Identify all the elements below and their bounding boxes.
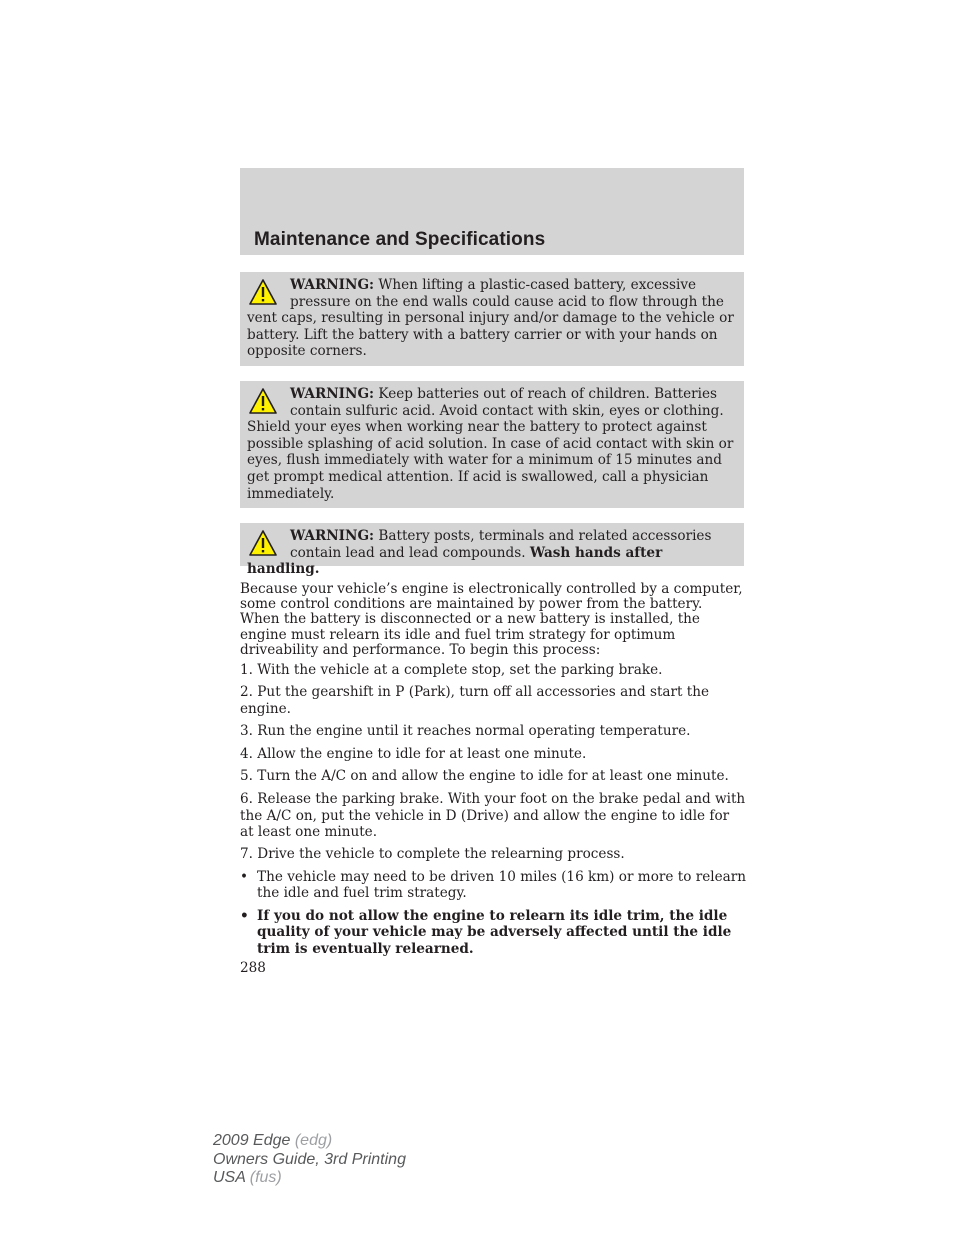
footer-market: USA (213, 1169, 246, 1186)
warning-box-2 (240, 381, 744, 508)
section-header-band (240, 168, 744, 255)
warning-label: WARNING: (290, 277, 375, 293)
bullet-text: If you do not allow the engine to relearn its idle trim, the idle quality of your vehicle may be adversely affected until the idle trim is eventually relearned. (257, 908, 732, 957)
bullet-mark: • (240, 908, 249, 924)
step-item: 6. Release the parking brake. With your foot on the brake pedal and with the A/C on, put the vehicle in D (Drive) and allow the engine to idle for at least one minute. (240, 791, 746, 841)
warning-text: When lifting a plastic-cased battery, excessive pressure on the end walls could cause acid to flow through the vent caps, resulting in personal injury and/or damage to the vehicle or battery. Lift the battery with a battery carrier or with your hands on opposite corners. (247, 277, 734, 360)
bullet-text: The vehicle may need to be driven 10 miles (16 km) or more to relearn the idle and fuel trim strategy. (257, 869, 747, 902)
document-footer (213, 1132, 406, 1188)
bullet-item-emphasis (240, 908, 746, 957)
footer-edition: Owners Guide, 3rd Printing (213, 1150, 406, 1168)
intro-text: Because your vehicle’s engine is electronically controlled by a computer, some control conditions are maintained by power from the battery. When the battery is disconnected or a new battery is installed, the engine must relearn its idle and fuel trim strategy for optimum driveability and performance. To begin this process: (240, 581, 743, 658)
warning-triangle-icon (248, 387, 278, 415)
footer-market-code: (fus) (245, 1169, 282, 1186)
section-title: Maintenance and Specifications (254, 229, 546, 250)
warning-label: WARNING: (290, 386, 375, 402)
bullet-mark: • (240, 869, 249, 885)
warning-text: Keep batteries out of reach of children. Batteries contain sulfuric acid. Avoid contact with skin, eyes or clothing. Shield your eyes when working near the battery to protect against possible splashing of acid solution. In case of acid contact with skin or eyes, flush immediately with water for a minimum of 15 minutes and get prompt medical attention. If acid is swallowed, call a physician immediately. (247, 386, 734, 502)
footer-model-code: (edg) (290, 1132, 333, 1149)
bullet-item (240, 869, 746, 902)
footer-model: 2009 Edge (213, 1132, 291, 1149)
warning-triangle-icon (248, 278, 278, 306)
warning-box-3 (240, 523, 744, 578)
page-number: 288 (240, 960, 266, 976)
warning-box-1 (240, 272, 744, 366)
warning-triangle-icon (248, 529, 278, 557)
step-item: 4. Allow the engine to idle for at least one minute. (240, 746, 587, 762)
step-item: 7. Drive the vehicle to complete the relearning process. (240, 846, 625, 862)
step-item: 1. With the vehicle at a complete stop, set the parking brake. (240, 662, 663, 678)
step-item: 5. Turn the A/C on and allow the engine to idle for at least one minute. (240, 768, 729, 784)
intro-paragraph (240, 582, 746, 658)
warning-emphasis: Wash hands after handling. (247, 544, 663, 578)
warning-label: WARNING: (290, 528, 375, 544)
step-item: 3. Run the engine until it reaches normal operating temperature. (240, 723, 691, 739)
step-item: 2. Put the gearshift in P (Park), turn off all accessories and start the engine. (240, 684, 710, 717)
warning-text: Battery posts, terminals and related accessories contain lead and lead compounds. (290, 528, 712, 561)
